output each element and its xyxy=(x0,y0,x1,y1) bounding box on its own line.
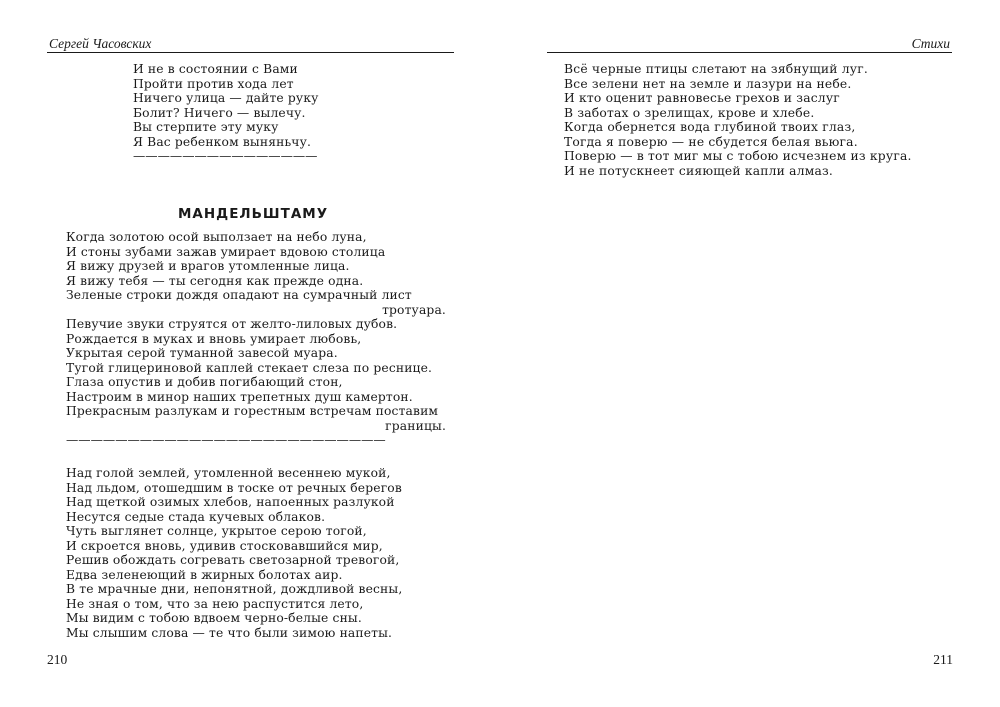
poem-title: МАНДЕЛЬШТАМУ xyxy=(178,206,329,222)
stanza-top xyxy=(133,62,353,164)
verse-line: Прекрасным разлукам и горестным встречам поставим xyxy=(66,404,439,418)
right-page xyxy=(500,0,1000,707)
verse-line: Мы видим с тобою вдвоем черно-белые сны. xyxy=(66,611,362,625)
verse-line: Зеленые строки дождя опадают на сумрачный лист xyxy=(66,288,412,302)
verse-line: Над льдом, отошедшим в тоске от речных берегов xyxy=(66,480,402,495)
verse-line: Когда обернется вода глубиной твоих глаз, xyxy=(564,120,856,134)
verse-line: Едва зеленеющий в жирных болотах аир. xyxy=(66,567,343,582)
running-head-section: Стихи xyxy=(911,36,950,51)
verse-line: Укрытая серой туманной завесой муара. xyxy=(66,346,338,360)
verse-line: И не в состоянии с Вами xyxy=(133,62,298,76)
verse-line: Настроим в минор наших трепетных душ камертон. xyxy=(66,389,413,404)
verse-line: Мы слышим слова — те что были зимою напеты. xyxy=(66,625,393,640)
page-number-right: 211 xyxy=(933,652,953,667)
page-number-left: 210 xyxy=(47,652,68,667)
verse-line: Всё черные птицы слетают на зябнущий луг. xyxy=(564,62,868,76)
verse-line: Несутся седые стада кучевых облаков. xyxy=(66,509,326,524)
verse-line-continuation: тротуара. xyxy=(382,302,446,317)
verse-line: В те мрачные дни, непонятной, дождливой весны, xyxy=(66,582,403,596)
verse-line: Певучие звуки струятся от желто-лиловых дубов. xyxy=(66,317,398,331)
header-rule xyxy=(547,52,952,53)
verse-line: Ничего улица — дайте руку xyxy=(133,91,319,105)
verse-line: И скроется вновь, удивив стосковавшийся мир, xyxy=(66,538,383,553)
verse-line: Чуть выглянет солнце, укрытое серою тогой, xyxy=(66,524,367,538)
verse-line: В заботах о зрелищах, крове и хлебе. xyxy=(564,105,815,120)
verse-line: Рождается в муках и вновь умирает любовь, xyxy=(66,331,362,346)
verse-line: И не потускнеет сияющей капли алмаз. xyxy=(564,163,834,178)
stanza-separator: ——————————————— xyxy=(133,149,318,163)
stanza-mandelstam-2 xyxy=(66,466,446,640)
verse-line: И стоны зубами зажав умирает вдовою столица xyxy=(66,244,386,259)
stanza-separator: —————————————————————————— xyxy=(66,433,386,447)
stanza-right xyxy=(564,62,924,178)
verse-line: Не зная о том, что за нею распустится лето, xyxy=(66,596,364,611)
verse-line: Глаза опустив и добив погибающий стон, xyxy=(66,375,343,389)
verse-line-continuation: границы. xyxy=(385,418,446,433)
verse-line: И кто оценит равновесье грехов и заслуг xyxy=(564,91,840,105)
stanza-mandelstam-1 xyxy=(66,230,446,448)
verse-line: Когда золотою осой выползает на небо луна, xyxy=(66,230,367,244)
verse-line: Тогда я поверю — не сбудется белая вьюга. xyxy=(564,134,858,149)
verse-line: Все зелени нет на земле и лазури на небе. xyxy=(564,76,852,91)
verse-line: Болит? Ничего — вылечу. xyxy=(133,105,306,120)
verse-line: Над щеткой озимых хлебов, напоенных разлукой xyxy=(66,495,395,509)
verse-line: Над голой землей, утомленной весеннею мукой, xyxy=(66,466,391,480)
verse-line: Вы стерпите эту муку xyxy=(133,120,279,134)
verse-line: Я вижу друзей и врагов утомленные лица. xyxy=(66,259,350,273)
verse-line: Я вижу тебя — ты сегодня как прежде одна. xyxy=(66,273,364,288)
verse-line: Пройти против хода лет xyxy=(133,76,294,91)
verse-line: Тугой глицериновой каплей стекает слеза по реснице. xyxy=(66,360,433,375)
header-rule xyxy=(47,52,454,53)
running-head-author: Сергей Часовских xyxy=(49,36,152,51)
verse-line: Поверю — в тот миг мы с тобою исчезнем из круга. xyxy=(564,149,912,163)
verse-line: Я Вас ребенком выняньчу. xyxy=(133,134,312,149)
verse-line: Решив обождать согревать светозарной тревогой, xyxy=(66,553,400,567)
